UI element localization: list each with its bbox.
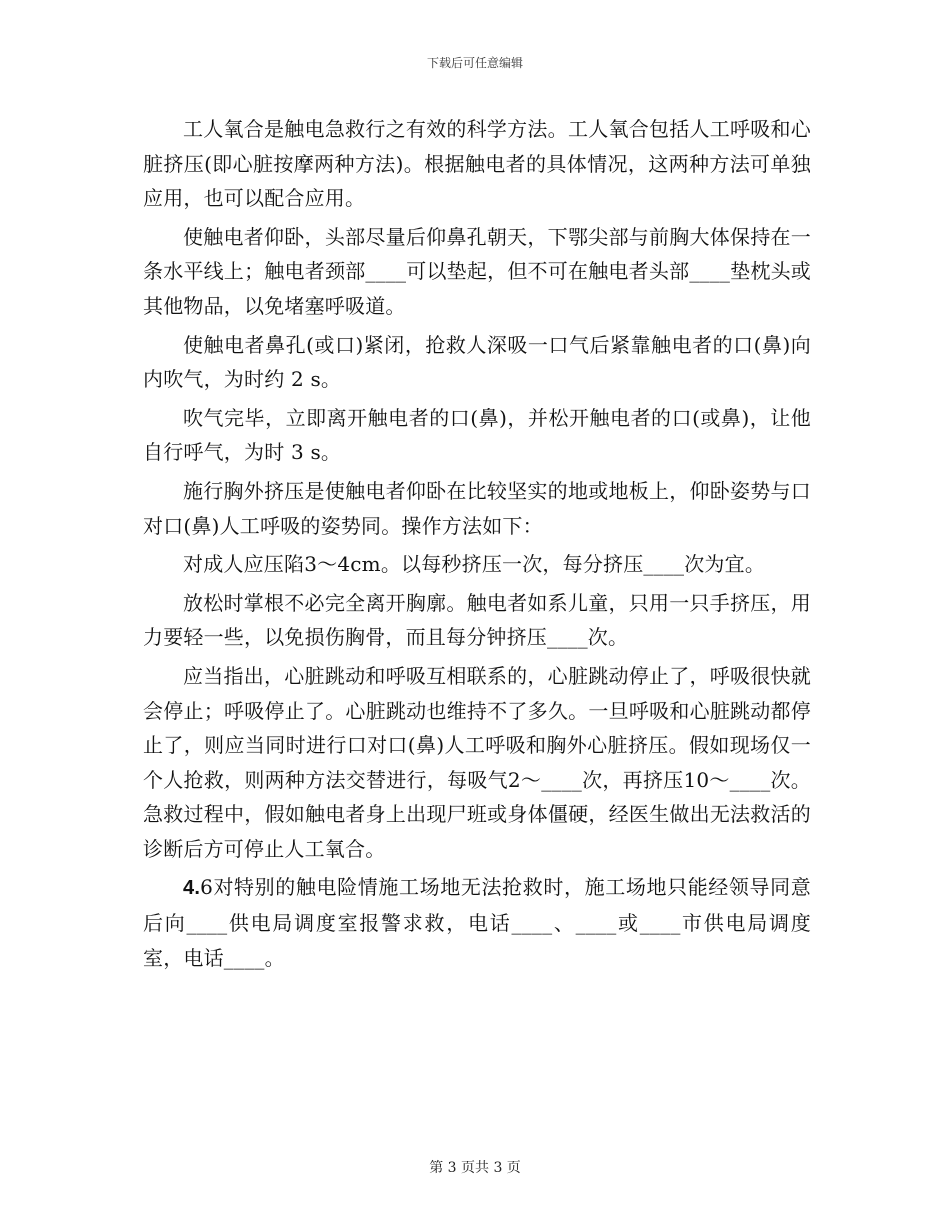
section-4-6	[143, 870, 811, 975]
paragraph-adult-compression: 对成人应压陷3～4cm。以每秒挤压一次，每分挤压____次为宜。	[183, 552, 766, 577]
page-footer: 第 3 页共 3 页	[429, 1160, 521, 1176]
paragraph-exhale: 吹气完毕，立即离开触电者的口(鼻)，并松开触电者的口(或鼻)，让他自行呼气，为时 3 s。	[143, 405, 811, 465]
paragraph-mouth-to-mouth: 使触电者鼻孔(或口)紧闭，抢救人深吸一口气后紧靠触电者的口(鼻)向内吹气，为时约 2 s。	[143, 332, 811, 392]
paragraph-supine-position: 使触电者仰卧，头部尽量后仰鼻孔朝天，下鄂尖部与前胸大体保持在一条水平线上；触电者颈部____可以垫起，但不可在触电者头部____垫枕头或其他物品，以免堵塞呼吸道。	[143, 224, 811, 318]
paragraph-chest-compression: 施行胸外挤压是使触电者仰卧在比较坚实的地或地板上，仰卧姿势与口对口(鼻)人工呼吸的姿势同。操作方法如下：	[143, 478, 811, 538]
page-header: 下载后可任意编辑	[426, 56, 523, 70]
document-body	[143, 112, 811, 975]
paragraph-artificial-respiration-intro: 工人氧合是触电急救行之有效的科学方法。工人氧合包括人工呼吸和心脏挤压(即心脏按摩两种方法)。根据触电者的具体情况，这两种方法可单独应用，也可以配合应用。	[143, 117, 811, 211]
section-number: 4.	[183, 877, 201, 900]
section-text: 6对特别的触电险情施工场地无法抢救时，施工场地只能经领导同意后向____供电局调度室报警求救，电话____、____或____市供电局调度室，电话____。	[143, 875, 811, 970]
paragraph-child-compression: 放松时掌根不必完全离开胸廓。触电者如系儿童，只用一只手挤压，用力要轻一些，以免损伤胸骨，而且每分钟挤压____次。	[143, 590, 811, 650]
paragraph-combined-rescue: 应当指出，心脏跳动和呼吸互相联系的，心脏跳动停止了，呼吸很快就会停止；呼吸停止了。心脏跳动也维持不了多久。一旦呼吸和心脏跳动都停止了，则应当同时进行口对口(鼻)人工呼吸和胸外心脏挤压。假如现场仅一个人抢救，则两种方法交替进行，每吸气2～____次，再挤压10～____次。急救过程中，假如触电者身上出现尸班或身体僵硬，经医生做出无法救活的诊断后方可停止人工氧合。	[143, 663, 811, 861]
